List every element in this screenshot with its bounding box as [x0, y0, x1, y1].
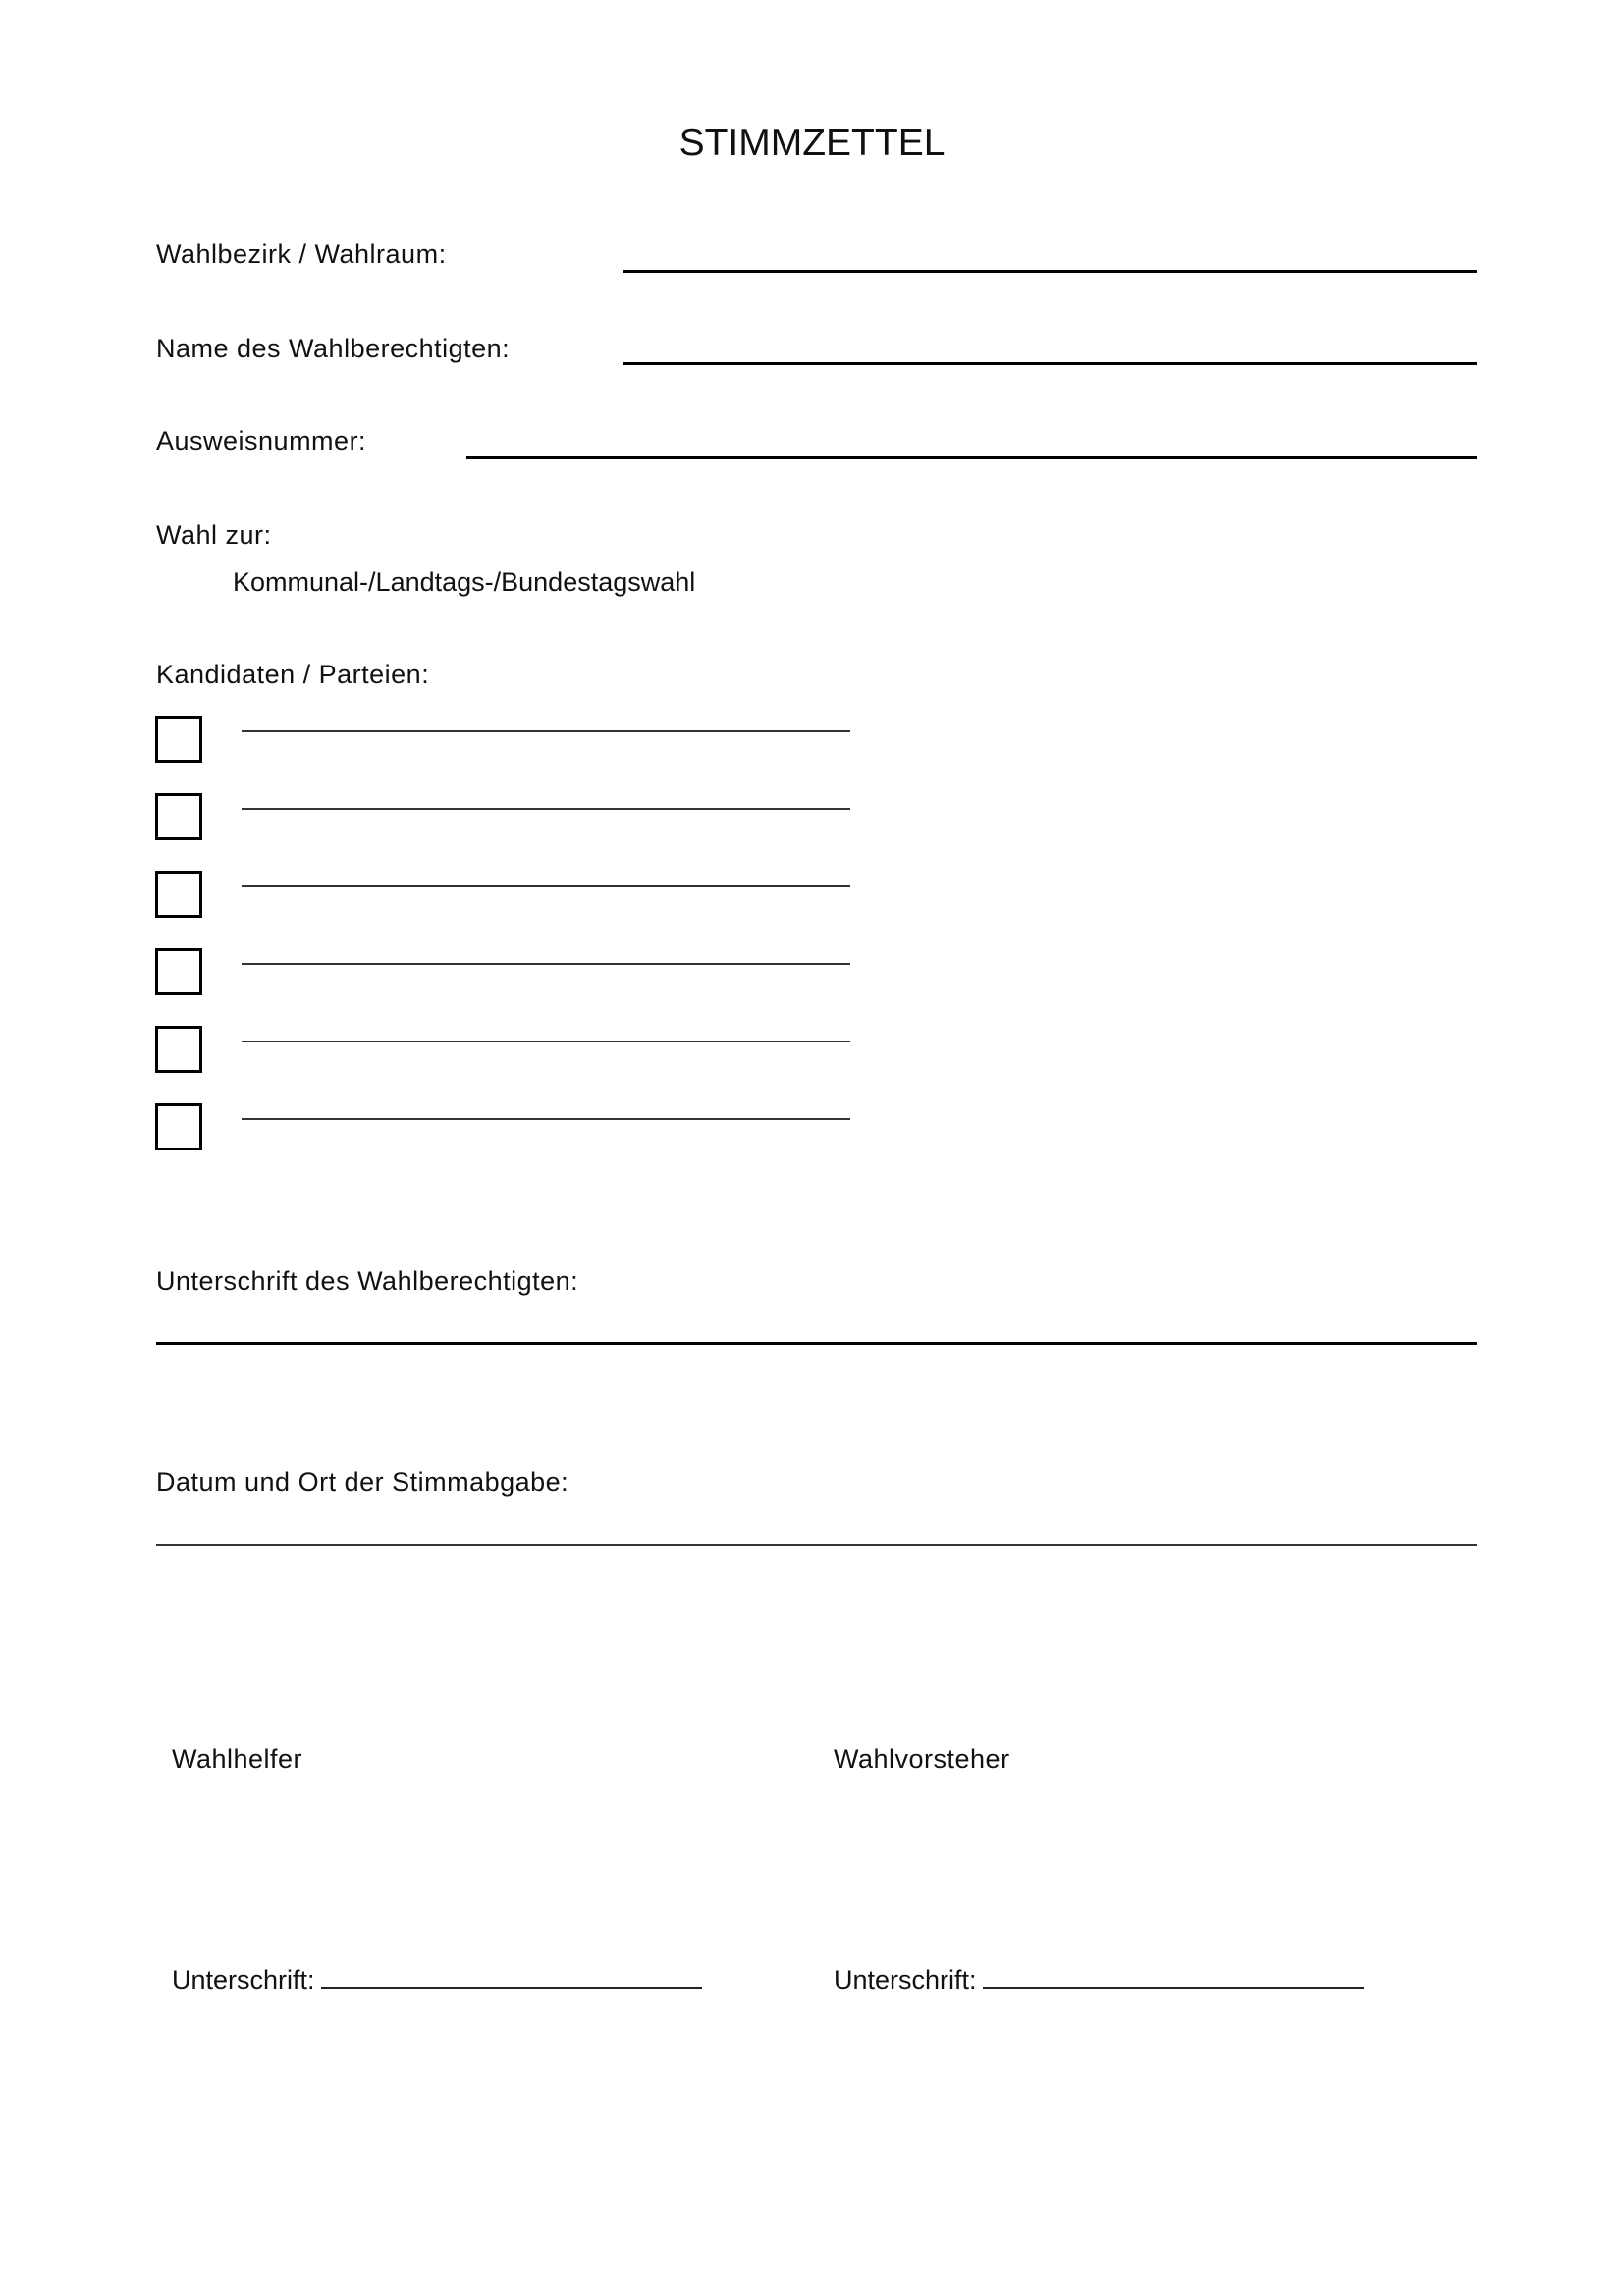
candidate-name-field[interactable] [242, 808, 850, 810]
name-label: Name des Wahlberechtigten: [156, 334, 511, 363]
unterschrift-wahlberechtigter-label: Unterschrift des Wahlberechtigten: [156, 1266, 579, 1296]
wahlvorsteher-signature-field[interactable] [983, 1965, 1364, 1989]
wahlbezirk-label: Wahlbezirk / Wahlraum: [156, 240, 447, 269]
datum-ort-field[interactable] [156, 1544, 1477, 1546]
candidate-checkbox[interactable] [155, 793, 202, 840]
candidate-checkbox[interactable] [155, 1103, 202, 1150]
name-field[interactable] [623, 362, 1477, 365]
candidate-checkbox[interactable] [155, 716, 202, 763]
candidate-name-field[interactable] [242, 1118, 850, 1120]
candidate-checkbox[interactable] [155, 1026, 202, 1073]
ausweis-field[interactable] [466, 456, 1477, 459]
unterschrift-wahlberechtigter-field[interactable] [156, 1342, 1477, 1345]
wahl-art-text: Kommunal-/Landtags-/Bundestagswahl [233, 567, 696, 597]
signature-label: Unterschrift: [172, 1965, 315, 1995]
wahlhelfer-signature [172, 1965, 702, 1996]
wahlhelfer-signature-field[interactable] [321, 1965, 702, 1989]
candidate-name-field[interactable] [242, 730, 850, 732]
ausweis-label: Ausweisnummer: [156, 426, 367, 455]
page-title: STIMMZETTEL [678, 122, 946, 164]
wahlhelfer-label: Wahlhelfer [172, 1744, 303, 1774]
wahl-zur-label: Wahl zur: [156, 520, 272, 550]
candidate-name-field[interactable] [242, 1041, 850, 1042]
candidate-checkbox[interactable] [155, 948, 202, 995]
kandidaten-label: Kandidaten / Parteien: [156, 660, 430, 689]
signature-label: Unterschrift: [834, 1965, 977, 1995]
wahlbezirk-field[interactable] [623, 270, 1477, 273]
candidate-name-field[interactable] [242, 885, 850, 887]
wahlvorsteher-signature [834, 1965, 1364, 1996]
datum-ort-label: Datum und Ort der Stimmabgabe: [156, 1468, 569, 1497]
candidate-name-field[interactable] [242, 963, 850, 965]
candidate-checkbox[interactable] [155, 871, 202, 918]
wahlvorsteher-label: Wahlvorsteher [834, 1744, 1010, 1774]
